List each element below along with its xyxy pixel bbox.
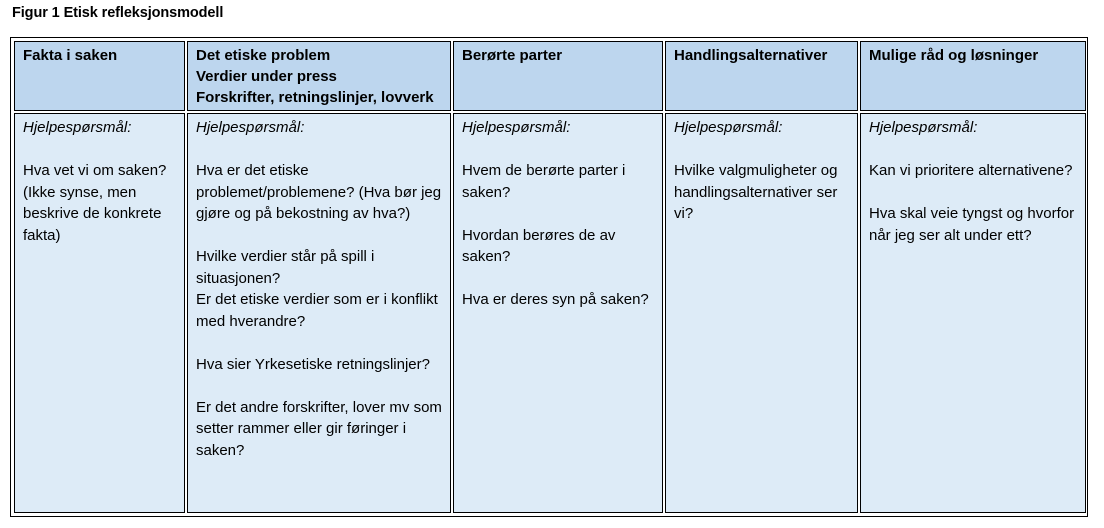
question-text: Hva sier Yrkesetiske retningslinjer? bbox=[196, 355, 430, 373]
header-line: Verdier under press bbox=[196, 68, 337, 85]
question-text: Hvilke valgmuligheter og handlingsalternativer ser vi? bbox=[674, 162, 838, 222]
question-text: Hva skal veie tyngst og hvorfor når jeg ser alt under ett? bbox=[869, 205, 1075, 244]
question-text: Hvem de berørte parter i saken? bbox=[462, 162, 626, 201]
question-text: Hvordan berøres de av saken? bbox=[462, 226, 616, 265]
body-row bbox=[14, 113, 1086, 513]
header-berorte-parter bbox=[453, 41, 663, 111]
cell-etiske-problem bbox=[187, 113, 451, 513]
header-line: Mulige råd og løsninger bbox=[869, 47, 1039, 64]
header-etiske-problem bbox=[187, 41, 451, 111]
header-row bbox=[14, 41, 1086, 111]
reflection-model-table-frame bbox=[10, 37, 1088, 517]
header-line: Det etiske problem bbox=[196, 47, 331, 64]
hint-label: Hjelpespørsmål: bbox=[196, 119, 305, 136]
hint-label: Hjelpespørsmål: bbox=[23, 119, 132, 136]
question-text: Hvilke verdier står på spill i situasjonen? bbox=[196, 248, 375, 287]
header-mulige-rad bbox=[860, 41, 1086, 111]
cell-mulige-rad bbox=[860, 113, 1086, 513]
question-text: Hva vet vi om saken? (Ikke synse, men beskrive de konkrete fakta) bbox=[23, 162, 167, 244]
header-handlingsalternativer bbox=[665, 41, 858, 111]
figure-caption: Figur 1 Etisk refleksjonsmodell bbox=[12, 5, 224, 21]
question-text: Hva er det etiske problemet/problemene? (Hva bør jeg gjøre og på bekostning av hva?) bbox=[196, 162, 442, 222]
header-fakta bbox=[14, 41, 185, 111]
question-text: Er det etiske verdier som er i konflikt med hverandre? bbox=[196, 291, 438, 330]
hint-label: Hjelpespørsmål: bbox=[869, 119, 978, 136]
question-text: Er det andre forskrifter, lover mv som setter rammer eller gir føringer i saken? bbox=[196, 398, 442, 459]
reflection-model-table bbox=[12, 39, 1088, 515]
hint-label: Hjelpespørsmål: bbox=[674, 119, 783, 136]
cell-handlingsalternativer bbox=[665, 113, 858, 513]
question-text: Kan vi prioritere alternativene? bbox=[869, 162, 1073, 179]
cell-fakta bbox=[14, 113, 185, 513]
header-line: Fakta i saken bbox=[23, 47, 118, 64]
header-line: Forskrifter, retningslinjer, lovverk bbox=[196, 89, 434, 106]
cell-berorte-parter bbox=[453, 113, 663, 513]
hint-label: Hjelpespørsmål: bbox=[462, 119, 571, 136]
header-line: Berørte parter bbox=[462, 47, 563, 64]
header-line: Handlingsalternativer bbox=[674, 47, 828, 64]
question-text: Hva er deres syn på saken? bbox=[462, 291, 649, 308]
